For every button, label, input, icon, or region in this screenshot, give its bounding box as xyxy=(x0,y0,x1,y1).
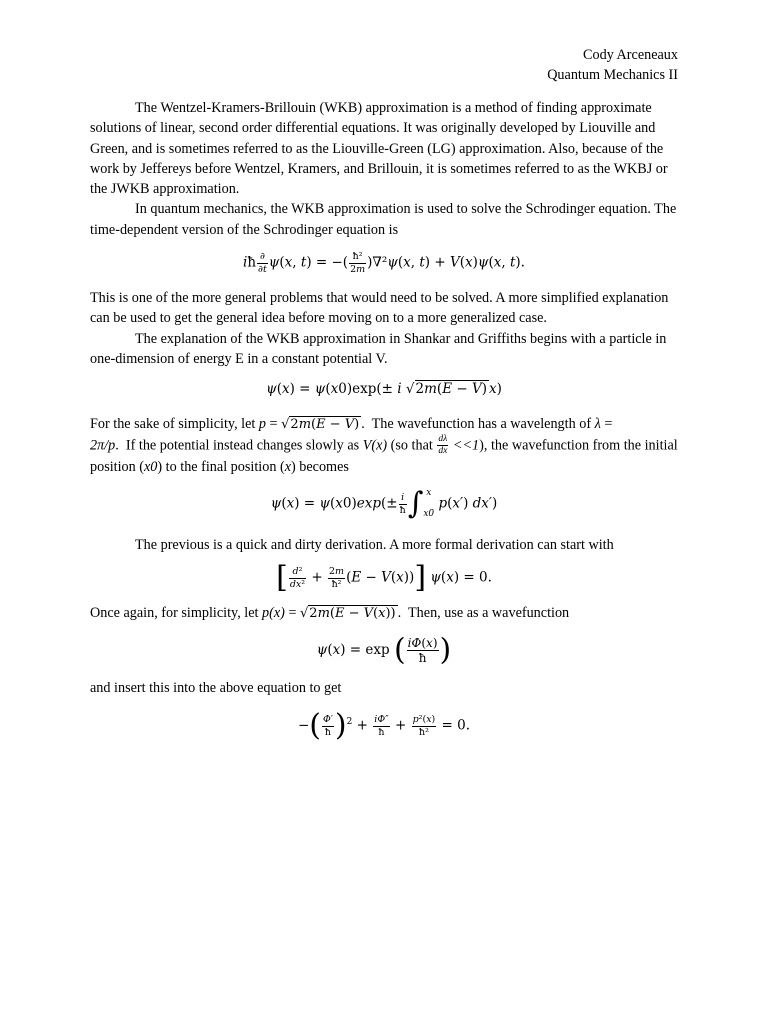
equation-formal-derivation: [ $\frac{\text{d²}}{\text{dx²}}$ + $\frac{2m}{\text{ħ²}}$ (E − V(x))] ψ(x) = 0. xyxy=(276,560,492,596)
text-so-that: (so that xyxy=(390,437,437,454)
text-once-again-lead: Once again, for simplicity, let xyxy=(90,605,263,622)
equation-time-dependent-schrodinger: iħ $\frac{\partial}{\partial t}$ ψ(x, t) = −( $\frac{\text{ħ²}}{2m}$ )∇²ψ(x, t) + V(x)ψ(x, t). xyxy=(243,251,525,275)
document-body xyxy=(90,98,678,744)
document-header xyxy=(547,45,678,85)
text-simplicity-lead: For the sake of simplicity, let xyxy=(90,415,259,432)
paragraph-intro: The Wentzel-Kramers-Brillouin (WKB) approximation is a method of finding approximate solutions of linear, second order differential equations. It was originally developed by Liouville and Green, and is sometimes referred to as the Liouville-Green (LG) approximation. Also, because of the work by Jeffereys before Wentzel, Kramers, and Brillouin, it is sometimes referred to as the WKBJ or the JWKB approximation. xyxy=(90,100,668,198)
paragraph-once-again: Once again, for simplicity, let p(x) = √2m(E − V(x)) . Then, use as a wavefunction xyxy=(90,605,570,622)
paragraph-simplicity: For the sake of simplicity, let p = √2m(E − V) . The wavefunction has a wavelength of λ = 2π/p. If the potential instead changes slowly as V(x) (so that $\frac{d\lambda}{dx}$ <<1), the wavefunction from the initial position (x0) to the final position (x) becomes xyxy=(90,415,678,475)
text-initial-position: ), the wavefunction from the initial position ( xyxy=(90,437,678,475)
paragraph-insert: and insert this into the above equation to get xyxy=(90,679,342,696)
paragraph-schrodinger: In quantum mechanics, the WKB approximation is used to solve the Schrodinger equation. The time-dependent version of the Schrodinger equation is xyxy=(90,201,677,238)
text-final-position: ) to the final position ( xyxy=(157,458,285,475)
equation-constant-potential: ψ(x) = ψ(x0)exp(± i √2m(E − V) x) xyxy=(266,381,502,398)
paragraph-general-problem: This is one of the more general problems that would need to be solved. A more simplified explanation can be used to get the general idea before moving on to a more generalized case. xyxy=(90,290,669,327)
text-potential-changes: If the potential instead changes slowly as xyxy=(125,437,363,454)
paragraph-shankar-griffiths: The explanation of the WKB approximation in Shankar and Griffiths begins with a particle in one-dimension of energy E in a constant potential V. xyxy=(90,330,667,367)
text-use-wavefunction: Then, use as a wavefunction xyxy=(408,605,570,622)
text-becomes: ) becomes xyxy=(291,458,349,475)
course-name: Quantum Mechanics II xyxy=(547,67,678,83)
paragraph-quick-derivation: The previous is a quick and dirty derivation. A more formal derivation can start with xyxy=(135,537,614,554)
equation-wkb-integral: ψ(x) = ψ(x0)exp(± $\frac{i}{ħ}$ ∫ x x0 p(x′) dx′) xyxy=(270,486,498,521)
text-wavelength: The wavefunction has a wavelength of xyxy=(371,415,595,432)
equation-phase-result: −( $\frac{\Phi'}{ħ}$ )$^2$ + $\frac{i\Phi''}{ħ}$ + $\frac{\text{p²(x)}}{\text{ħ²}}$ = 0. xyxy=(297,708,471,744)
author-name: Cody Arceneaux xyxy=(583,47,678,63)
equation-exp-wavefunction: ψ(x) = exp ( $\frac{i\Phi(x)}{ħ}$ ) xyxy=(316,632,452,668)
